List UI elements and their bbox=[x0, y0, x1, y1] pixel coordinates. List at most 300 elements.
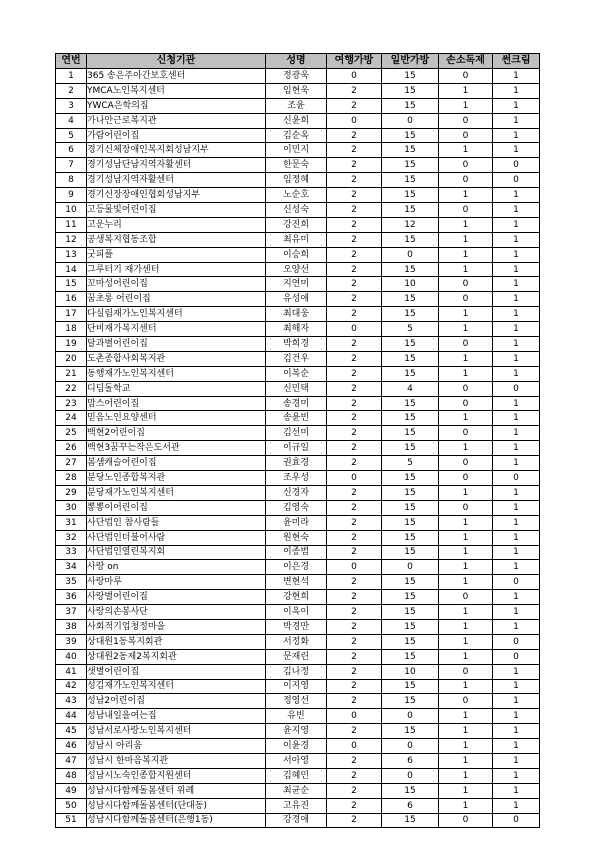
cell-sunscreen: 0 bbox=[493, 813, 540, 828]
cell-seq: 17 bbox=[56, 307, 87, 322]
cell-travel-bag: 2 bbox=[327, 515, 382, 530]
header-general-bag: 일반가방 bbox=[382, 54, 439, 69]
cell-sunscreen: 1 bbox=[493, 619, 540, 634]
cell-org: 그루터기 재가센터 bbox=[87, 262, 266, 277]
cell-org: 분당노인종합복지관 bbox=[87, 471, 266, 486]
cell-name: 김혜민 bbox=[266, 768, 327, 783]
cell-sunscreen: 1 bbox=[493, 530, 540, 545]
cell-org: 성남시노숙인종합지원센터 bbox=[87, 768, 266, 783]
table-row bbox=[56, 768, 540, 783]
table-row bbox=[56, 456, 540, 471]
cell-seq: 49 bbox=[56, 783, 87, 798]
cell-name: 강경애 bbox=[266, 813, 327, 828]
cell-org: 고등물빛어린이집 bbox=[87, 203, 266, 218]
table-row bbox=[56, 307, 540, 322]
cell-general-bag: 15 bbox=[382, 590, 439, 605]
cell-seq: 37 bbox=[56, 605, 87, 620]
cell-sunscreen: 1 bbox=[493, 441, 540, 456]
cell-seq: 10 bbox=[56, 203, 87, 218]
cell-general-bag: 15 bbox=[382, 98, 439, 113]
table-row bbox=[56, 411, 540, 426]
cell-general-bag: 15 bbox=[382, 411, 439, 426]
cell-sanitizer: 1 bbox=[439, 560, 493, 575]
cell-sunscreen: 1 bbox=[493, 396, 540, 411]
cell-seq: 40 bbox=[56, 649, 87, 664]
cell-sanitizer: 1 bbox=[439, 575, 493, 590]
cell-sanitizer: 1 bbox=[439, 619, 493, 634]
cell-sanitizer: 1 bbox=[439, 709, 493, 724]
table-row bbox=[56, 530, 540, 545]
cell-general-bag: 0 bbox=[382, 768, 439, 783]
cell-sunscreen: 1 bbox=[493, 456, 540, 471]
cell-travel-bag: 2 bbox=[327, 664, 382, 679]
cell-seq: 43 bbox=[56, 694, 87, 709]
cell-org: 경기성남지역자활센터 bbox=[87, 173, 266, 188]
cell-sunscreen: 1 bbox=[493, 783, 540, 798]
cell-sanitizer: 1 bbox=[439, 515, 493, 530]
table-row bbox=[56, 590, 540, 605]
cell-general-bag: 15 bbox=[382, 649, 439, 664]
cell-general-bag: 15 bbox=[382, 143, 439, 158]
cell-sunscreen: 0 bbox=[493, 649, 540, 664]
cell-name: 이지영 bbox=[266, 679, 327, 694]
cell-sanitizer: 0 bbox=[439, 456, 493, 471]
cell-org: 봄샘캐슬어린이집 bbox=[87, 456, 266, 471]
cell-travel-bag: 2 bbox=[327, 545, 382, 560]
table-row bbox=[56, 262, 540, 277]
cell-sanitizer: 0 bbox=[439, 590, 493, 605]
cell-travel-bag: 2 bbox=[327, 381, 382, 396]
cell-sanitizer: 1 bbox=[439, 530, 493, 545]
cell-org: 단비재가복지센터 bbox=[87, 322, 266, 337]
cell-seq: 1 bbox=[56, 69, 87, 84]
cell-name: 최균순 bbox=[266, 783, 327, 798]
cell-travel-bag: 2 bbox=[327, 128, 382, 143]
cell-sunscreen: 0 bbox=[493, 158, 540, 173]
cell-general-bag: 12 bbox=[382, 217, 439, 232]
cell-travel-bag: 0 bbox=[327, 560, 382, 575]
cell-name: 이윤경 bbox=[266, 739, 327, 754]
table-row bbox=[56, 351, 540, 366]
cell-travel-bag: 2 bbox=[327, 337, 382, 352]
cell-sunscreen: 1 bbox=[493, 426, 540, 441]
cell-travel-bag: 2 bbox=[327, 813, 382, 828]
cell-sunscreen: 1 bbox=[493, 724, 540, 739]
cell-sanitizer: 1 bbox=[439, 634, 493, 649]
cell-name: 이승희 bbox=[266, 247, 327, 262]
cell-sunscreen: 1 bbox=[493, 605, 540, 620]
cell-seq: 27 bbox=[56, 456, 87, 471]
table-row bbox=[56, 366, 540, 381]
cell-seq: 20 bbox=[56, 351, 87, 366]
cell-org: 사랑별어린이집 bbox=[87, 590, 266, 605]
cell-travel-bag: 2 bbox=[327, 173, 382, 188]
cell-name: 최해자 bbox=[266, 322, 327, 337]
table-row bbox=[56, 247, 540, 262]
cell-org: 디딤돌학교 bbox=[87, 381, 266, 396]
cell-general-bag: 15 bbox=[382, 500, 439, 515]
cell-org: 성남시다함께돌봄센터(은행1동) bbox=[87, 813, 266, 828]
cell-name: 박경만 bbox=[266, 619, 327, 634]
cell-general-bag: 15 bbox=[382, 575, 439, 590]
cell-org: 경기신체장애인복지회성남지부 bbox=[87, 143, 266, 158]
cell-travel-bag: 2 bbox=[327, 292, 382, 307]
cell-org: 백현3꿈꾸는작은도서관 bbox=[87, 441, 266, 456]
cell-seq: 3 bbox=[56, 98, 87, 113]
cell-sunscreen: 1 bbox=[493, 69, 540, 84]
cell-general-bag: 0 bbox=[382, 113, 439, 128]
cell-org: 믿음노인요양센터 bbox=[87, 411, 266, 426]
cell-sanitizer: 0 bbox=[439, 277, 493, 292]
cell-travel-bag: 2 bbox=[327, 634, 382, 649]
cell-travel-bag: 2 bbox=[327, 83, 382, 98]
cell-org: 사단법인열린복지회 bbox=[87, 545, 266, 560]
cell-name: 이복순 bbox=[266, 366, 327, 381]
cell-general-bag: 15 bbox=[382, 530, 439, 545]
cell-travel-bag: 2 bbox=[327, 396, 382, 411]
cell-sanitizer: 1 bbox=[439, 351, 493, 366]
cell-general-bag: 10 bbox=[382, 277, 439, 292]
table-row bbox=[56, 188, 540, 203]
cell-travel-bag: 2 bbox=[327, 485, 382, 500]
table-row bbox=[56, 545, 540, 560]
cell-name: 김영숙 bbox=[266, 500, 327, 515]
cell-general-bag: 15 bbox=[382, 307, 439, 322]
table-row bbox=[56, 98, 540, 113]
cell-sunscreen: 1 bbox=[493, 128, 540, 143]
cell-seq: 18 bbox=[56, 322, 87, 337]
cell-seq: 21 bbox=[56, 366, 87, 381]
cell-general-bag: 15 bbox=[382, 396, 439, 411]
cell-org: 다실림재가노인복지센터 bbox=[87, 307, 266, 322]
cell-org: 뽕뽕이어린이집 bbox=[87, 500, 266, 515]
cell-travel-bag: 0 bbox=[327, 322, 382, 337]
table-row bbox=[56, 500, 540, 515]
cell-general-bag: 15 bbox=[382, 783, 439, 798]
cell-general-bag: 15 bbox=[382, 158, 439, 173]
cell-sanitizer: 1 bbox=[439, 411, 493, 426]
table-row bbox=[56, 649, 540, 664]
cell-general-bag: 4 bbox=[382, 381, 439, 396]
cell-travel-bag: 2 bbox=[327, 366, 382, 381]
cell-travel-bag: 0 bbox=[327, 739, 382, 754]
table-row bbox=[56, 203, 540, 218]
cell-org: 경기성남단남지역자활센터 bbox=[87, 158, 266, 173]
cell-org: 꼬마성어린이집 bbox=[87, 277, 266, 292]
table-row bbox=[56, 69, 540, 84]
cell-sunscreen: 1 bbox=[493, 351, 540, 366]
cell-name: 김나정 bbox=[266, 664, 327, 679]
cell-seq: 2 bbox=[56, 83, 87, 98]
cell-sunscreen: 1 bbox=[493, 560, 540, 575]
cell-general-bag: 15 bbox=[382, 351, 439, 366]
cell-sunscreen: 1 bbox=[493, 768, 540, 783]
table-row bbox=[56, 441, 540, 456]
cell-org: 샛별어린이집 bbox=[87, 664, 266, 679]
cell-sanitizer: 1 bbox=[439, 143, 493, 158]
cell-general-bag: 15 bbox=[382, 366, 439, 381]
cell-sanitizer: 1 bbox=[439, 649, 493, 664]
cell-travel-bag: 2 bbox=[327, 753, 382, 768]
cell-name: 노순호 bbox=[266, 188, 327, 203]
cell-name: 정영선 bbox=[266, 694, 327, 709]
cell-travel-bag: 2 bbox=[327, 217, 382, 232]
cell-org: 상대원2동제2복지회관 bbox=[87, 649, 266, 664]
cell-org: 사랑마루 bbox=[87, 575, 266, 590]
cell-org: 성김재가노인복지센터 bbox=[87, 679, 266, 694]
cell-name: 이옥이 bbox=[266, 605, 327, 620]
cell-org: 동행재가노인복지센터 bbox=[87, 366, 266, 381]
cell-general-bag: 15 bbox=[382, 262, 439, 277]
cell-general-bag: 0 bbox=[382, 247, 439, 262]
cell-name: 김선미 bbox=[266, 426, 327, 441]
cell-seq: 22 bbox=[56, 381, 87, 396]
table-row bbox=[56, 426, 540, 441]
cell-general-bag: 15 bbox=[382, 813, 439, 828]
cell-sunscreen: 1 bbox=[493, 590, 540, 605]
cell-general-bag: 15 bbox=[382, 605, 439, 620]
cell-travel-bag: 2 bbox=[327, 456, 382, 471]
cell-seq: 38 bbox=[56, 619, 87, 634]
cell-org: YMCA노인복지센터 bbox=[87, 83, 266, 98]
cell-seq: 36 bbox=[56, 590, 87, 605]
cell-name: 송경미 bbox=[266, 396, 327, 411]
cell-travel-bag: 0 bbox=[327, 709, 382, 724]
cell-seq: 13 bbox=[56, 247, 87, 262]
cell-travel-bag: 2 bbox=[327, 411, 382, 426]
cell-sanitizer: 0 bbox=[439, 158, 493, 173]
cell-seq: 46 bbox=[56, 739, 87, 754]
cell-name: 최유미 bbox=[266, 232, 327, 247]
cell-travel-bag: 2 bbox=[327, 619, 382, 634]
cell-name: 서정화 bbox=[266, 634, 327, 649]
table-row bbox=[56, 813, 540, 828]
cell-org: 경기신장장애인협회성남지부 bbox=[87, 188, 266, 203]
cell-org: 성남시 한마음복지관 bbox=[87, 753, 266, 768]
cell-travel-bag: 2 bbox=[327, 441, 382, 456]
cell-travel-bag: 2 bbox=[327, 575, 382, 590]
cell-sanitizer: 1 bbox=[439, 545, 493, 560]
table-row bbox=[56, 158, 540, 173]
cell-org: 사랑 on bbox=[87, 560, 266, 575]
cell-travel-bag: 2 bbox=[327, 247, 382, 262]
cell-general-bag: 10 bbox=[382, 664, 439, 679]
cell-seq: 25 bbox=[56, 426, 87, 441]
cell-sunscreen: 1 bbox=[493, 113, 540, 128]
cell-sanitizer: 0 bbox=[439, 203, 493, 218]
table-row bbox=[56, 709, 540, 724]
cell-sunscreen: 0 bbox=[493, 381, 540, 396]
cell-sanitizer: 1 bbox=[439, 768, 493, 783]
cell-sunscreen: 1 bbox=[493, 98, 540, 113]
cell-general-bag: 15 bbox=[382, 173, 439, 188]
table-row bbox=[56, 337, 540, 352]
cell-sanitizer: 1 bbox=[439, 322, 493, 337]
cell-sunscreen: 1 bbox=[493, 232, 540, 247]
cell-seq: 23 bbox=[56, 396, 87, 411]
cell-name: 최대웅 bbox=[266, 307, 327, 322]
cell-seq: 4 bbox=[56, 113, 87, 128]
cell-sunscreen: 0 bbox=[493, 575, 540, 590]
cell-name: 이은경 bbox=[266, 560, 327, 575]
cell-seq: 45 bbox=[56, 724, 87, 739]
cell-name: 신경자 bbox=[266, 485, 327, 500]
cell-seq: 9 bbox=[56, 188, 87, 203]
cell-sunscreen: 1 bbox=[493, 292, 540, 307]
cell-general-bag: 6 bbox=[382, 798, 439, 813]
header-seq: 연번 bbox=[56, 54, 87, 69]
cell-org: 도촌종합사회복지관 bbox=[87, 351, 266, 366]
table-row bbox=[56, 217, 540, 232]
cell-sunscreen: 1 bbox=[493, 739, 540, 754]
table-row bbox=[56, 322, 540, 337]
cell-sanitizer: 0 bbox=[439, 396, 493, 411]
cell-general-bag: 5 bbox=[382, 456, 439, 471]
cell-name: 김순옥 bbox=[266, 128, 327, 143]
header-org: 신청기관 bbox=[87, 54, 266, 69]
cell-org: 상대원1동복지회관 bbox=[87, 634, 266, 649]
cell-general-bag: 15 bbox=[382, 292, 439, 307]
cell-travel-bag: 0 bbox=[327, 69, 382, 84]
cell-org: 사단법인더불어사람 bbox=[87, 530, 266, 545]
cell-sanitizer: 0 bbox=[439, 381, 493, 396]
cell-seq: 15 bbox=[56, 277, 87, 292]
cell-general-bag: 6 bbox=[382, 753, 439, 768]
table-row bbox=[56, 679, 540, 694]
cell-name: 박희경 bbox=[266, 337, 327, 352]
cell-travel-bag: 2 bbox=[327, 500, 382, 515]
cell-sunscreen: 1 bbox=[493, 337, 540, 352]
cell-sanitizer: 1 bbox=[439, 798, 493, 813]
cell-general-bag: 15 bbox=[382, 634, 439, 649]
cell-sanitizer: 1 bbox=[439, 262, 493, 277]
table-row bbox=[56, 739, 540, 754]
table-row bbox=[56, 232, 540, 247]
cell-general-bag: 15 bbox=[382, 426, 439, 441]
cell-org: 365 송은주아간보호센터 bbox=[87, 69, 266, 84]
table-row bbox=[56, 798, 540, 813]
table-row bbox=[56, 783, 540, 798]
cell-sunscreen: 0 bbox=[493, 634, 540, 649]
table-row bbox=[56, 753, 540, 768]
cell-seq: 48 bbox=[56, 768, 87, 783]
cell-general-bag: 15 bbox=[382, 188, 439, 203]
cell-sanitizer: 1 bbox=[439, 217, 493, 232]
cell-name: 신민택 bbox=[266, 381, 327, 396]
cell-general-bag: 15 bbox=[382, 232, 439, 247]
cell-seq: 32 bbox=[56, 530, 87, 545]
cell-travel-bag: 0 bbox=[327, 471, 382, 486]
cell-seq: 51 bbox=[56, 813, 87, 828]
cell-name: 강현희 bbox=[266, 590, 327, 605]
cell-org: 성남내일을여는집 bbox=[87, 709, 266, 724]
cell-travel-bag: 2 bbox=[327, 649, 382, 664]
cell-name: 정광욱 bbox=[266, 69, 327, 84]
cell-travel-bag: 2 bbox=[327, 351, 382, 366]
table-row bbox=[56, 277, 540, 292]
cell-sunscreen: 1 bbox=[493, 515, 540, 530]
cell-travel-bag: 2 bbox=[327, 724, 382, 739]
cell-name: 서아영 bbox=[266, 753, 327, 768]
cell-name: 조윤 bbox=[266, 98, 327, 113]
table-row bbox=[56, 143, 540, 158]
cell-travel-bag: 2 bbox=[327, 188, 382, 203]
cell-name: 권효경 bbox=[266, 456, 327, 471]
cell-sanitizer: 0 bbox=[439, 292, 493, 307]
cell-org: 성남2어린이집 bbox=[87, 694, 266, 709]
cell-sanitizer: 1 bbox=[439, 485, 493, 500]
cell-sanitizer: 0 bbox=[439, 128, 493, 143]
cell-sanitizer: 0 bbox=[439, 69, 493, 84]
cell-seq: 14 bbox=[56, 262, 87, 277]
cell-org: 공생복지협동조합 bbox=[87, 232, 266, 247]
cell-name: 이종범 bbox=[266, 545, 327, 560]
cell-travel-bag: 2 bbox=[327, 768, 382, 783]
cell-sanitizer: 0 bbox=[439, 694, 493, 709]
cell-org: 백현2어린이집 bbox=[87, 426, 266, 441]
cell-name: 고유진 bbox=[266, 798, 327, 813]
table-row bbox=[56, 515, 540, 530]
cell-sunscreen: 1 bbox=[493, 83, 540, 98]
cell-sunscreen: 1 bbox=[493, 262, 540, 277]
cell-sunscreen: 1 bbox=[493, 366, 540, 381]
cell-seq: 5 bbox=[56, 128, 87, 143]
table-row bbox=[56, 724, 540, 739]
cell-sanitizer: 1 bbox=[439, 98, 493, 113]
cell-sanitizer: 1 bbox=[439, 679, 493, 694]
cell-name: 김건우 bbox=[266, 351, 327, 366]
cell-sanitizer: 1 bbox=[439, 739, 493, 754]
cell-name: 원현숙 bbox=[266, 530, 327, 545]
cell-sanitizer: 0 bbox=[439, 471, 493, 486]
cell-general-bag: 15 bbox=[382, 485, 439, 500]
cell-sanitizer: 1 bbox=[439, 232, 493, 247]
cell-org: 가람어린이집 bbox=[87, 128, 266, 143]
cell-name: 이규일 bbox=[266, 441, 327, 456]
cell-seq: 11 bbox=[56, 217, 87, 232]
cell-org: 맘스어린이집 bbox=[87, 396, 266, 411]
table-row bbox=[56, 619, 540, 634]
table-row bbox=[56, 560, 540, 575]
cell-org: YWCA은학의집 bbox=[87, 98, 266, 113]
cell-sanitizer: 1 bbox=[439, 441, 493, 456]
cell-travel-bag: 2 bbox=[327, 158, 382, 173]
cell-sunscreen: 1 bbox=[493, 188, 540, 203]
cell-name: 한문숙 bbox=[266, 158, 327, 173]
cell-name: 유빈 bbox=[266, 709, 327, 724]
cell-seq: 39 bbox=[56, 634, 87, 649]
cell-sunscreen: 1 bbox=[493, 709, 540, 724]
cell-sunscreen: 1 bbox=[493, 545, 540, 560]
cell-name: 임현욱 bbox=[266, 83, 327, 98]
cell-sunscreen: 1 bbox=[493, 247, 540, 262]
cell-name: 신성숙 bbox=[266, 203, 327, 218]
cell-name: 윤미라 bbox=[266, 515, 327, 530]
cell-sunscreen: 1 bbox=[493, 203, 540, 218]
cell-general-bag: 0 bbox=[382, 560, 439, 575]
cell-seq: 44 bbox=[56, 709, 87, 724]
cell-name: 송윤빈 bbox=[266, 411, 327, 426]
cell-org: 굿피플 bbox=[87, 247, 266, 262]
table-row bbox=[56, 396, 540, 411]
cell-sanitizer: 0 bbox=[439, 500, 493, 515]
cell-sunscreen: 1 bbox=[493, 485, 540, 500]
table-row bbox=[56, 471, 540, 486]
cell-sunscreen: 1 bbox=[493, 411, 540, 426]
cell-seq: 6 bbox=[56, 143, 87, 158]
table-row bbox=[56, 605, 540, 620]
table-row bbox=[56, 83, 540, 98]
